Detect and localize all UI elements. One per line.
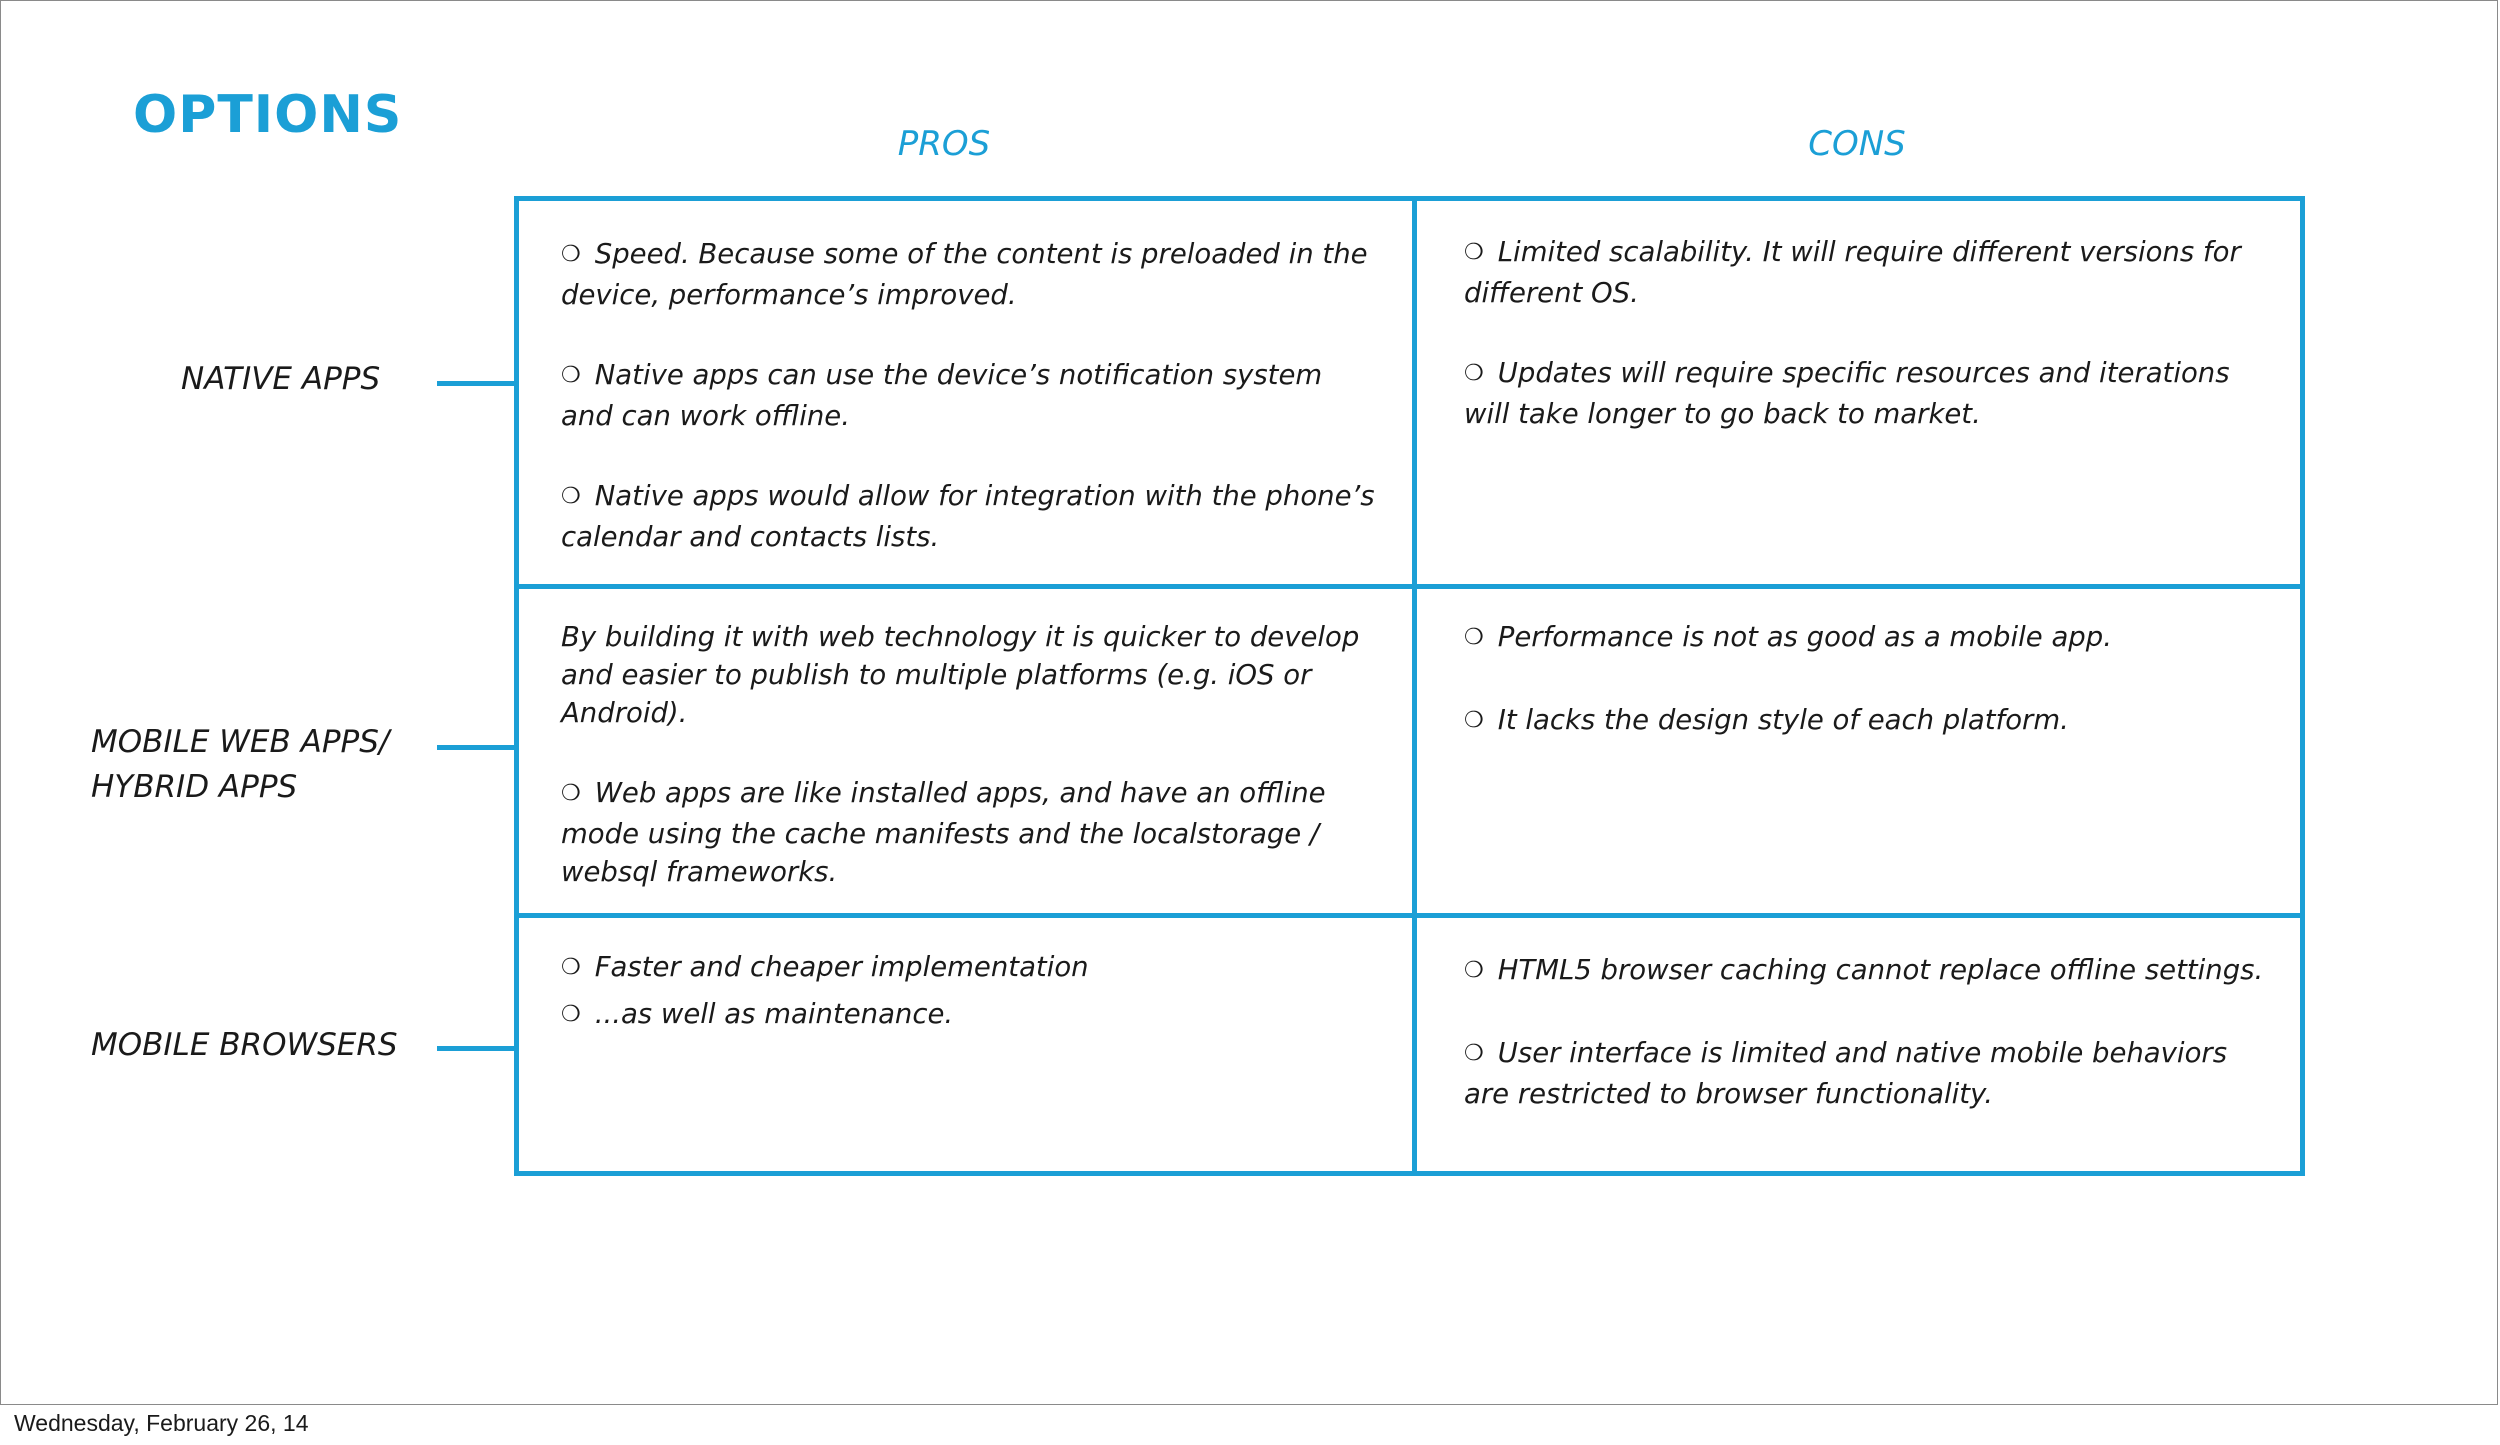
list-item: ❍ User interface is limited and native mobile behaviors are restricted to browser functionality. bbox=[1464, 1037, 2228, 1110]
cell-mobile-web-apps-pros bbox=[561, 618, 1381, 891]
bullet-circle-icon: ❍ bbox=[561, 484, 581, 509]
grid-row-divider bbox=[514, 913, 2305, 918]
bullet-circle-icon: ❍ bbox=[1464, 708, 1484, 733]
connector-line-mobile-web-apps bbox=[437, 745, 517, 750]
cons-column-header: CONS bbox=[1808, 124, 1906, 164]
list-item: ❍ Performance is not as good as a mobile app. bbox=[1464, 621, 2112, 653]
bullet-circle-icon: ❍ bbox=[1464, 958, 1484, 983]
footer-date: Wednesday, February 26, 14 bbox=[14, 1410, 309, 1436]
list-item: ❍ Native apps can use the device’s notification system and can work offline. bbox=[561, 359, 1323, 432]
list-item: ❍ Updates will require specific resources and iterations will take longer to go back to market. bbox=[1464, 357, 2230, 430]
bullet-circle-icon: ❍ bbox=[561, 363, 581, 388]
bullet-circle-icon: ❍ bbox=[1464, 1041, 1484, 1066]
cell-mobile-web-apps-cons bbox=[1464, 618, 2274, 742]
list-item: By building it with web technology it is quicker to develop and easier to publish to multiple platforms (e.g. iOS or Android). bbox=[561, 621, 1360, 729]
list-item: ❍ ...as well as maintenance. bbox=[561, 998, 954, 1030]
bullet-circle-icon: ❍ bbox=[561, 242, 581, 267]
grid-column-divider bbox=[1412, 196, 1417, 1176]
cell-native-apps-cons bbox=[1464, 233, 2274, 433]
list-item: ❍ Faster and cheaper implementation bbox=[561, 951, 1089, 983]
bullet-circle-icon: ❍ bbox=[1464, 240, 1484, 265]
bullet-circle-icon: ❍ bbox=[1464, 625, 1484, 650]
bullet-circle-icon: ❍ bbox=[561, 781, 581, 806]
connector-line-native-apps bbox=[437, 381, 517, 386]
bullet-circle-icon: ❍ bbox=[1464, 361, 1484, 386]
list-item: ❍ HTML5 browser caching cannot replace offline settings. bbox=[1464, 954, 2264, 986]
grid-row-divider bbox=[514, 584, 2305, 589]
connector-line-mobile-browsers bbox=[437, 1046, 517, 1051]
row-label-mobile-browsers: MOBILE BROWSERS bbox=[91, 1027, 398, 1063]
list-item: ❍ Speed. Because some of the content is preloaded in the device, performance’s improved. bbox=[561, 238, 1368, 311]
list-item: ❍ Web apps are like installed apps, and have an offline mode using the cache manifests and the localstorage / websql frameworks. bbox=[561, 777, 1326, 888]
bullet-circle-icon: ❍ bbox=[561, 955, 581, 980]
bullet-circle-icon: ❍ bbox=[561, 1002, 581, 1027]
list-item: ❍ Native apps would allow for integration with the phone’s calendar and contacts lists. bbox=[561, 480, 1375, 553]
row-label-native-apps: NATIVE APPS bbox=[181, 361, 381, 397]
cell-native-apps-pros bbox=[561, 235, 1381, 556]
cell-mobile-browsers-pros bbox=[561, 948, 1381, 1042]
list-item: ❍ It lacks the design style of each platform. bbox=[1464, 704, 2069, 736]
list-item: ❍ Limited scalability. It will require different versions for different OS. bbox=[1464, 236, 2241, 309]
slide-title: OPTIONS bbox=[133, 85, 403, 145]
row-label-mobile-web-apps: MOBILE WEB APPS/ HYBRID APPS bbox=[91, 724, 390, 805]
pros-column-header: PROS bbox=[897, 124, 991, 164]
cell-mobile-browsers-cons bbox=[1464, 951, 2274, 1113]
